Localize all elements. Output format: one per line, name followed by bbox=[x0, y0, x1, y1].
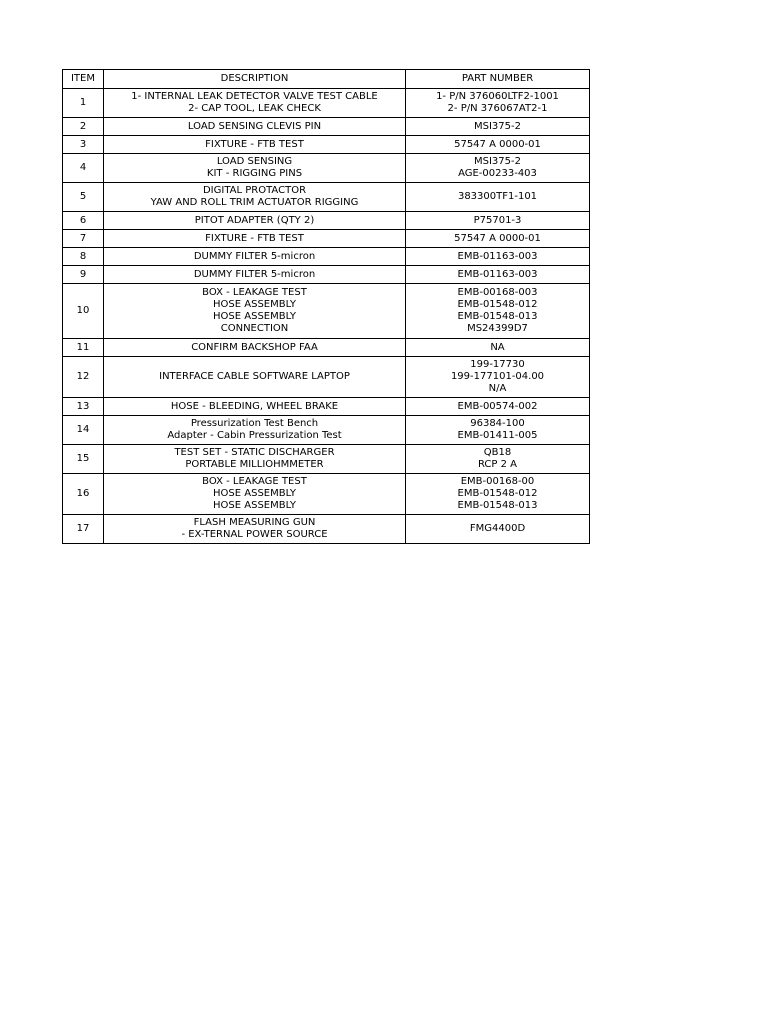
table-row bbox=[63, 357, 590, 398]
description-line: CONFIRM BACKSHOP FAA bbox=[191, 341, 318, 353]
part-number-line: FMG4400D bbox=[469, 523, 526, 534]
table-row bbox=[63, 284, 590, 339]
table-row bbox=[63, 230, 590, 248]
cell-item: 6 bbox=[63, 212, 104, 230]
cell-description bbox=[104, 230, 406, 248]
description-line: TEST SET - STATIC DISCHARGER bbox=[174, 447, 335, 458]
parts-table bbox=[62, 69, 590, 544]
part-number-line: N/A bbox=[488, 383, 507, 394]
part-number-line: 96384-100 bbox=[470, 418, 525, 429]
cell-part-number bbox=[406, 136, 590, 154]
cell-item: 11 bbox=[63, 339, 104, 357]
cell-description bbox=[104, 284, 406, 339]
cell-part-number bbox=[406, 284, 590, 339]
header-part-number: PART NUMBER bbox=[406, 70, 590, 89]
part-number-line: 57547 A 0000-01 bbox=[454, 138, 541, 150]
table-row bbox=[63, 248, 590, 266]
table-row bbox=[63, 445, 590, 474]
table-row bbox=[63, 398, 590, 416]
table-row bbox=[63, 515, 590, 544]
cell-part-number bbox=[406, 89, 590, 118]
part-number-line: EMB-01163-003 bbox=[457, 268, 538, 280]
cell-part-number bbox=[406, 474, 590, 515]
description-line: LOAD SENSING CLEVIS PIN bbox=[187, 120, 322, 132]
description-line: LOAD SENSING bbox=[216, 156, 293, 167]
cell-part-number bbox=[406, 248, 590, 266]
table-row bbox=[63, 136, 590, 154]
part-number-line: EMB-00168-003 bbox=[457, 287, 538, 298]
table-row bbox=[63, 118, 590, 136]
part-number-line: RCP 2 A bbox=[477, 459, 518, 470]
table-body bbox=[63, 89, 590, 544]
description-line: HOSE ASSEMBLY bbox=[213, 299, 296, 310]
cell-description bbox=[104, 266, 406, 284]
part-number-line: NA bbox=[490, 341, 505, 353]
table-row bbox=[63, 416, 590, 445]
description-line: FIXTURE - FTB TEST bbox=[205, 138, 304, 150]
part-number-line: QB18 bbox=[483, 447, 512, 458]
part-number-line: MSI375-2 bbox=[474, 156, 521, 167]
description-line: 2- CAP TOOL, LEAK CHECK bbox=[188, 103, 321, 114]
cell-part-number bbox=[406, 212, 590, 230]
cell-part-number bbox=[406, 398, 590, 416]
cell-description bbox=[104, 357, 406, 398]
cell-part-number bbox=[406, 266, 590, 284]
table-row bbox=[63, 183, 590, 212]
part-number-line: 57547 A 0000-01 bbox=[454, 232, 541, 244]
cell-item: 1 bbox=[63, 89, 104, 118]
cell-item: 16 bbox=[63, 474, 104, 515]
cell-item: 15 bbox=[63, 445, 104, 474]
description-line: BOX - LEAKAGE TEST bbox=[202, 287, 307, 298]
description-line: INTERFACE CABLE SOFTWARE LAPTOP bbox=[159, 371, 350, 382]
cell-description bbox=[104, 474, 406, 515]
part-number-line: 199-17730 bbox=[470, 359, 525, 370]
cell-description bbox=[104, 136, 406, 154]
description-line: BOX - LEAKAGE TEST bbox=[202, 476, 307, 487]
part-number-line: EMB-01548-013 bbox=[457, 500, 538, 511]
part-number-line: EMB-00574-002 bbox=[457, 400, 538, 412]
description-line: DUMMY FILTER 5-micron bbox=[193, 250, 316, 262]
cell-description bbox=[104, 398, 406, 416]
cell-item: 17 bbox=[63, 515, 104, 544]
cell-part-number bbox=[406, 416, 590, 445]
cell-item: 9 bbox=[63, 266, 104, 284]
description-line: HOSE - BLEEDING, WHEEL BRAKE bbox=[170, 400, 339, 412]
description-line: YAW AND ROLL TRIM ACTUATOR RIGGING bbox=[150, 197, 359, 208]
cell-part-number bbox=[406, 445, 590, 474]
cell-part-number bbox=[406, 357, 590, 398]
header-item: ITEM bbox=[63, 70, 104, 89]
cell-item: 5 bbox=[63, 183, 104, 212]
description-line: FLASH MEASURING GUN bbox=[193, 517, 316, 528]
part-number-line: EMB-01163-003 bbox=[457, 250, 538, 262]
part-number-line: EMB-01548-012 bbox=[457, 488, 538, 499]
table-header-row bbox=[63, 70, 590, 89]
cell-description bbox=[104, 154, 406, 183]
part-number-line: MS24399D7 bbox=[467, 323, 528, 334]
description-line: Pressurization Test Bench bbox=[190, 418, 319, 429]
cell-description bbox=[104, 212, 406, 230]
cell-item: 10 bbox=[63, 284, 104, 339]
description-line: HOSE ASSEMBLY bbox=[213, 311, 296, 322]
cell-item: 13 bbox=[63, 398, 104, 416]
table-row bbox=[63, 474, 590, 515]
cell-item: 8 bbox=[63, 248, 104, 266]
cell-description bbox=[104, 445, 406, 474]
description-line: HOSE ASSEMBLY bbox=[213, 488, 296, 499]
cell-part-number bbox=[406, 183, 590, 212]
part-number-line: EMB-01548-012 bbox=[457, 299, 538, 310]
table-row bbox=[63, 89, 590, 118]
cell-description bbox=[104, 183, 406, 212]
part-number-line: 2- P/N 376067AT2-1 bbox=[447, 103, 548, 114]
cell-item: 12 bbox=[63, 357, 104, 398]
cell-item: 4 bbox=[63, 154, 104, 183]
part-number-line: AGE-00233-403 bbox=[458, 168, 537, 179]
table-row bbox=[63, 154, 590, 183]
header-description: DESCRIPTION bbox=[104, 70, 406, 89]
description-line: 1- INTERNAL LEAK DETECTOR VALVE TEST CABLE bbox=[131, 91, 378, 102]
description-line: - EX-TERNAL POWER SOURCE bbox=[181, 529, 328, 540]
description-line: CONNECTION bbox=[220, 323, 289, 334]
part-number-line: 199-177101-04.00 bbox=[450, 371, 545, 382]
description-line: KIT - RIGGING PINS bbox=[206, 168, 303, 179]
description-line: DIGITAL PROTACTOR bbox=[202, 185, 307, 196]
cell-description bbox=[104, 118, 406, 136]
part-number-line: P75701-3 bbox=[473, 214, 522, 226]
description-line: HOSE ASSEMBLY bbox=[213, 500, 296, 511]
cell-part-number bbox=[406, 230, 590, 248]
cell-description bbox=[104, 416, 406, 445]
cell-description bbox=[104, 339, 406, 357]
cell-item: 14 bbox=[63, 416, 104, 445]
part-number-line: EMB-01548-013 bbox=[457, 311, 538, 322]
cell-item: 7 bbox=[63, 230, 104, 248]
part-number-line: EMB-00168-00 bbox=[460, 476, 535, 487]
part-number-line: EMB-01411-005 bbox=[457, 430, 538, 441]
description-line: Adapter - Cabin Pressurization Test bbox=[167, 430, 342, 441]
cell-description bbox=[104, 248, 406, 266]
cell-part-number bbox=[406, 118, 590, 136]
table-row bbox=[63, 266, 590, 284]
cell-item: 3 bbox=[63, 136, 104, 154]
cell-item: 2 bbox=[63, 118, 104, 136]
cell-part-number bbox=[406, 339, 590, 357]
part-number-line: MSI375-2 bbox=[474, 120, 521, 132]
table-row bbox=[63, 212, 590, 230]
description-line: DUMMY FILTER 5-micron bbox=[193, 268, 316, 280]
part-number-line: 383300TF1-101 bbox=[457, 191, 538, 202]
cell-part-number bbox=[406, 515, 590, 544]
description-line: PITOT ADAPTER (QTY 2) bbox=[194, 214, 315, 226]
cell-description bbox=[104, 89, 406, 118]
cell-description bbox=[104, 515, 406, 544]
description-line: FIXTURE - FTB TEST bbox=[205, 232, 304, 244]
cell-part-number bbox=[406, 154, 590, 183]
description-line: PORTABLE MILLIOHMMETER bbox=[185, 459, 324, 470]
part-number-line: 1- P/N 376060LTF2-1001 bbox=[436, 91, 559, 102]
table-row bbox=[63, 339, 590, 357]
